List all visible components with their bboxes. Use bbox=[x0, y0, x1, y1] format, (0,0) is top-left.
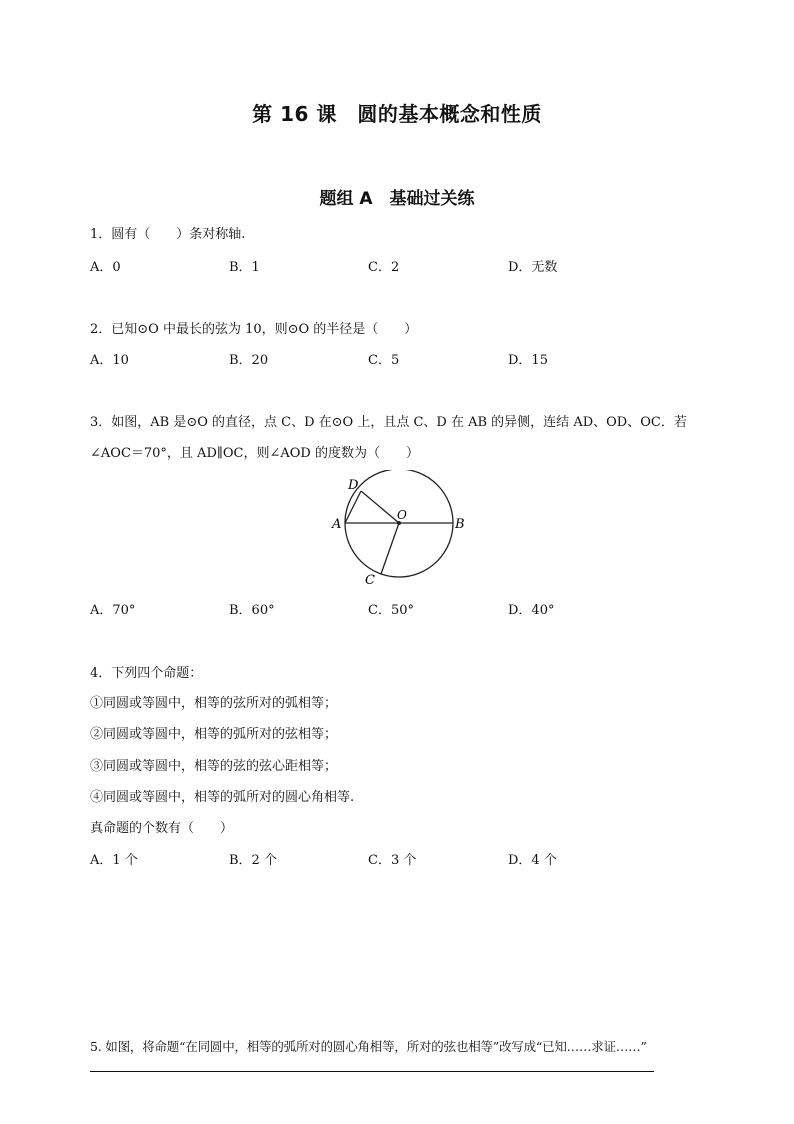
question-1-option-a: A．0 bbox=[90, 260, 121, 275]
label-d: D bbox=[348, 478, 359, 493]
question-1-stem: 1．圆有（ ）条对称轴. bbox=[90, 227, 246, 242]
question-3-option-a: A．70° bbox=[90, 603, 136, 618]
question-4-statement-2: ②同圆或等圆中，相等的弧所对的弦相等； bbox=[90, 727, 338, 742]
section-heading: 题组 A 基础过关练 bbox=[319, 189, 475, 209]
question-2-option-a: A．10 bbox=[90, 353, 129, 368]
circle-figure bbox=[328, 470, 474, 590]
question-3-stem-line-1: 3．如图，AB 是⊙O 的直径，点 C、D 在⊙O 上，且点 C、D 在 AB 的异侧，连结 AD、OD、OC．若 bbox=[90, 415, 687, 430]
question-3-option-b: B．60° bbox=[229, 603, 275, 618]
answer-line bbox=[90, 1071, 654, 1072]
question-4-statement-4: ④同圆或等圆中，相等的弧所对的圆心角相等. bbox=[90, 790, 355, 805]
question-2-option-c: C．5 bbox=[368, 353, 400, 368]
question-4-option-c: C．3 个 bbox=[368, 853, 417, 868]
question-4-option-d: D．4 个 bbox=[508, 853, 557, 868]
question-2-option-d: D．15 bbox=[508, 353, 548, 368]
label-c: C bbox=[365, 573, 375, 588]
question-5-stem: 5. 如图，将命题“在同圆中，相等的弧所对的圆心角相等，所对的弦也相等”改写成“已知……求证……” bbox=[90, 1039, 647, 1054]
question-4-option-b: B．2 个 bbox=[229, 853, 277, 868]
question-4-statement-1: ①同圆或等圆中，相等的弦所对的弧相等； bbox=[90, 696, 338, 711]
question-4-question: 真命题的个数有（ ） bbox=[90, 821, 234, 836]
question-1-option-c: C．2 bbox=[368, 260, 400, 275]
question-4-stem: 4．下列四个命题： bbox=[90, 666, 203, 681]
radius-od bbox=[361, 491, 399, 523]
question-3-option-d: D．40° bbox=[508, 603, 555, 618]
label-a: A bbox=[332, 517, 342, 532]
radius-oc bbox=[381, 523, 399, 574]
question-3-option-c: C．50° bbox=[368, 603, 414, 618]
question-1-option-d: D．无数 bbox=[508, 260, 558, 275]
label-b: B bbox=[455, 517, 465, 532]
question-4-statement-3: ③同圆或等圆中，相等的弦的弦心距相等； bbox=[90, 759, 338, 774]
label-o: O bbox=[397, 508, 407, 522]
question-2-option-b: B．20 bbox=[229, 353, 269, 368]
page-title: 第 16 课 圆的基本概念和性质 bbox=[252, 102, 542, 126]
question-3-stem-line-2: ∠AOC＝70°，且 AD∥OC，则∠AOD 的度数为（ ） bbox=[90, 446, 419, 461]
question-4-option-a: A．1 个 bbox=[90, 853, 138, 868]
question-2-stem: 2．已知⊙O 中最长的弦为 10，则⊙O 的半径是（ ） bbox=[90, 322, 418, 337]
question-1-option-b: B．1 bbox=[229, 260, 260, 275]
